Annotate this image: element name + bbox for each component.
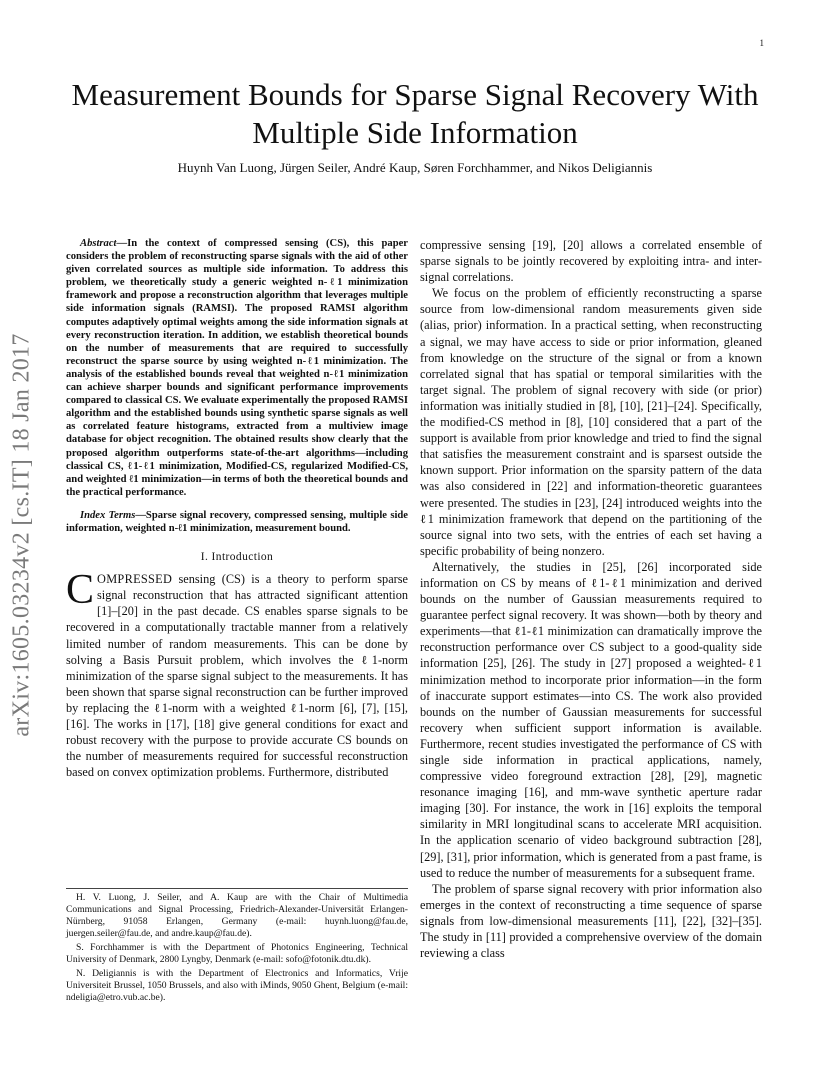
footnote: S. Forchhammer is with the Department of Photonics Engineering, Technical University of Denmark, 2800 Lyngby, Denmark (e-mail: sofo@fotonik.dtu.dk). [66, 942, 408, 965]
footnote: H. V. Luong, J. Seiler, and A. Kaup are with the Chair of Multimedia Communications and Signal Processing, Friedrich-Alexander-Universität Erlangen-Nürnberg, 91058 Erlangen, Germany (e-mail: huynh.luong@fau.de, juergen.seiler@fau.de, and andre.kaup@fau.de). [66, 892, 408, 939]
abstract-text: —In the context of compressed sensing (CS), this paper considers the problem of reconstructing sparse signals with the aid of other given correlated sources as multiple side information. To address this problem, we theoretically study a generic weighted n-ℓ1 minimization framework and propose a reconstruction algorithm that leverages multiple side information signals (RAMSI). The proposed RAMSI algorithm computes adaptively optimal weights among the side information signals at every reconstruction iteration. In addition, we establish theoretical bounds on the number of measurements that are required to successfully reconstruct the sparse source by using weighted n-ℓ1 minimization. The analysis of the established bounds reveal that weighted n-ℓ1 minimization can achieve sharper bounds and significant performance improvements compared to classical CS. We evaluate experimentally the proposed RAMSI algorithm and the established bounds using synthetic sparse signals as well as correlated feature histograms, extracted from a multiview image database for object recognition. The obtained results show clearly that the proposed algorithm outperforms state-of-the-art algorithms—including classical CS, ℓ1-ℓ1 minimization, Modified-CS, regularized Modified-CS, and weighted ℓ1 minimization—in terms of both the theoretical bounds and the practical performance. [66, 238, 408, 498]
body-paragraph: Alternatively, the studies in [25], [26] incorporated side information on CS by means of ℓ1-ℓ1 minimization and derived bounds on the number of Gaussian measurements required to guarantee perfect signal recovery. It was shown—both by theory and experiments—that ℓ1-ℓ1 minimization can dramatically improve the reconstruction performance over CS subject to a good-quality side information [25], [26]. The study in [27] proposed a weighted-ℓ1 minimization method to incorporate prior information—in the form of inaccurate support estimates—into CS. The work also provided bounds on the number of Gaussian measurements for successful recovery when sufficient support information is available. Furthermore, recent studies investigated the performance of CS with single side information in practical applications, namely, compressive video foreground extraction [28], [29], magnetic resonance imaging [16], and mm-wave synthetic aperture radar imaging [30]. For instance, the work in [16] exploits the temporal similarity in MRI longitudinal scans to accelerate MRI acquisition. In the application scenario of video background subtraction [28], [29], [31], prior information, which is generated from a past frame, is used to reduce the number of measurements for a subsequent frame. [420, 559, 762, 880]
page-number: 1 [759, 38, 764, 48]
arxiv-stamp-text: arXiv:1605.03234v2 [cs.IT] 18 Jan 2017 [8, 333, 35, 737]
intro-text: sensing (CS) is a theory to perform sparse signal reconstruction that has attracted significant attention [1]–[20] in the past decade. CS enables sparse signals to be recovered in a computationally tractable manner from a relatively limited number of random measurements. This can be done by solving a Basis Pursuit problem, which involves the ℓ1-norm minimization of the sparse signal subject to the measurements. It has been shown that sparse signal reconstruction can be further improved by replacing the ℓ1-norm with a weighted ℓ1-norm [6], [7], [15], [16]. The works in [17], [18] give general conditions for exact and robust recovery with the purpose to provide accurate CS bounds on the number of measurements required for successful reconstruction based on convex optimization problems. Furthermore, distributed [66, 572, 408, 780]
author-list: Huynh Van Luong, Jürgen Seiler, André Kaup, Søren Forchhammer, and Nikos Deligiannis [177, 160, 653, 175]
index-terms [66, 509, 408, 535]
paper-title: Measurement Bounds for Sparse Signal Recovery With Multiple Side Information [71, 77, 759, 150]
abstract-label: Abstract [80, 238, 117, 249]
footnote: N. Deligiannis is with the Department of Electronics and Informatics, Vrije Universiteit Brussel, 1050 Brussels, and also with iMinds, 9050 Ghent, Belgium (e-mail: ndeligia@etro.vub.ac.be). [66, 968, 408, 1003]
left-column [66, 237, 408, 780]
index-terms-text: —Sparse signal recovery, compressed sensing, multiple side information, weighted n-ℓ1 minimization, measurement bound. [66, 509, 408, 534]
arxiv-stamp [8, 300, 35, 770]
body-paragraph: We focus on the problem of efficiently reconstructing a sparse source from low-dimensional random measurements given side (alias, prior) information. In a practical setting, when reconstructing a signal, we may have access to side or prior information, gleaned from knowledge on the structure of the signal or from a known correlated signal that has spatial or temporal similarities with the target signal. The problem of signal recovery with side (or prior) information was initially studied in [8], [10], [21]–[24]. Specifically, the modified-CS method in [8], [10] considered that a part of the support is available from prior knowledge and tried to find the signal that satisfies the measurement constraint and is sparsest outside the known support. Prior information on the sparsity pattern of the data was also considered in [22] and information-theoretic guarantees were presented. The studies in [23], [24] introduced weights into the ℓ1 minimization framework that depend on the partitioning of the source signal into two sets, with the entries of each set having a specific probability of being nonzero. [420, 286, 762, 558]
right-column [420, 237, 762, 961]
drop-cap: C [66, 567, 95, 614]
index-terms-label: Index Terms [80, 509, 136, 521]
body-paragraph: The problem of sparse signal recovery with prior information also emerges in the context of reconstructing a time sequence of sparse signals from low-dimensional measurements [11], [22], [32]–[35]. The study in [11] provided a comprehensive overview of the domain reviewing a class [420, 881, 762, 961]
abstract [66, 237, 408, 499]
section-heading: I. Introduction [200, 551, 274, 564]
body-paragraph: compressive sensing [19], [20] allows a correlated ensemble of sparse signals to be jointly recovered by exploiting intra- and inter-signal correlations. [420, 238, 762, 285]
footnotes [66, 888, 408, 1006]
intro-paragraph [66, 567, 408, 780]
intro-first-word: OMPRESSED [97, 572, 173, 587]
